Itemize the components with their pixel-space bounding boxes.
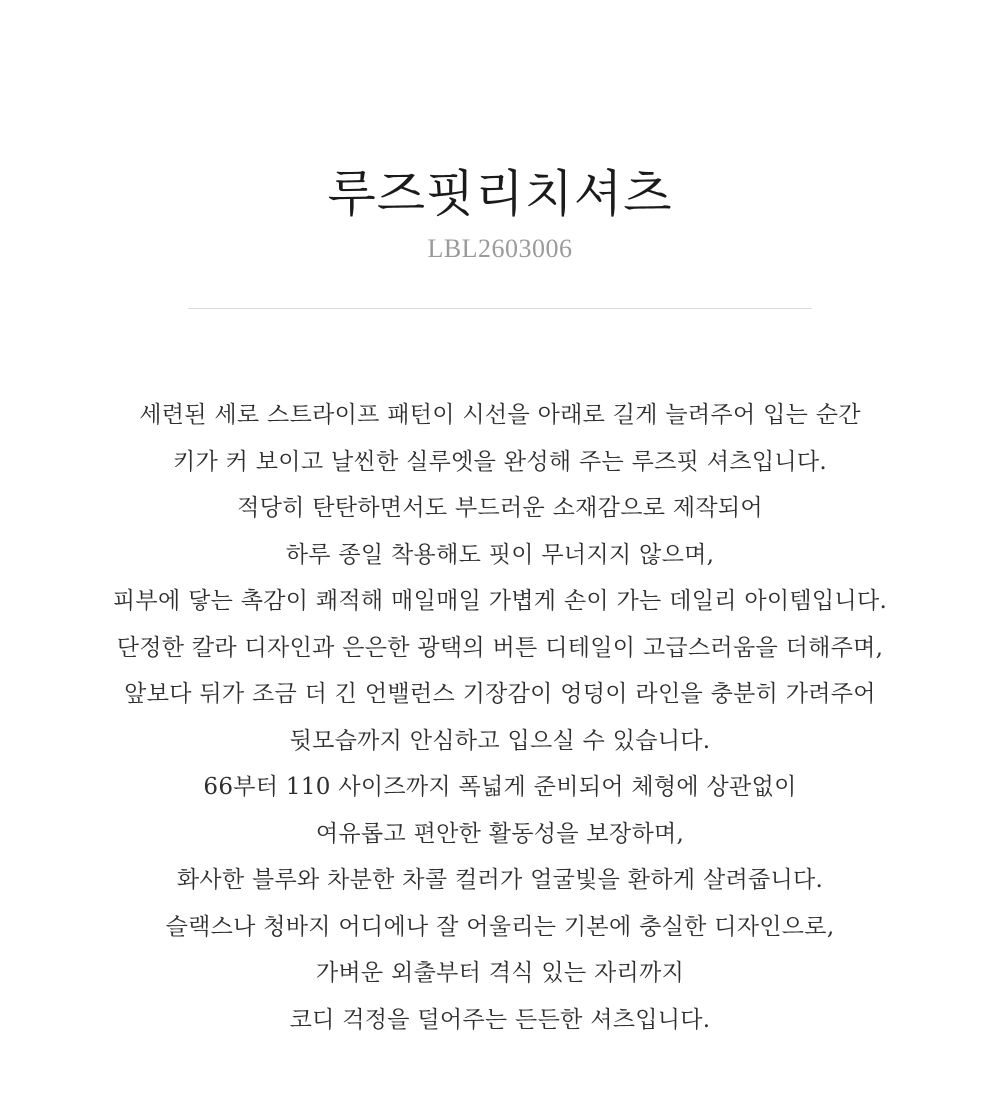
description-line: 뒷모습까지 안심하고 입으실 수 있습니다.	[289, 727, 711, 754]
product-code: LBL2603006	[427, 234, 573, 263]
description-line: 적당히 탄탄하면서도 부드러운 소재감으로 제작되어	[237, 495, 763, 521]
description-line: 66부터 110 사이즈까지 폭넓게 준비되어 체형에 상관없이	[203, 774, 797, 800]
description-line: 키가 커 보이고 날씬한 실루엣을 완성해 주는 루즈핏 셔츠입니다.	[173, 448, 827, 475]
product-description	[0, 392, 1000, 1043]
product-title: 루즈핏리치셔츠	[327, 165, 673, 223]
description-line: 세련된 세로 스트라이프 패턴이 시선을 아래로 길게 늘려주어 입는 순간	[139, 402, 861, 428]
description-line: 하루 종일 착용해도 핏이 무너지지 않으며,	[285, 541, 715, 568]
description-line: 가벼운 외출부터 격식 있는 자리까지	[315, 960, 685, 986]
description-line: 앞보다 뒤가 조금 더 긴 언밸런스 기장감이 엉덩이 라인을 충분히 가려주어	[124, 681, 876, 707]
description-line: 피부에 닿는 촉감이 쾌적해 매일매일 가볍게 손이 가는 데일리 아이템입니다.	[112, 588, 888, 614]
divider-line	[188, 308, 812, 309]
description-line: 슬랙스나 청바지 어디에나 잘 어울리는 기본에 충실한 디자인으로,	[165, 913, 835, 940]
description-line: 여유롭고 편안한 활동성을 보장하며,	[315, 820, 685, 847]
description-line: 코디 걱정을 덜어주는 든든한 셔츠입니다.	[289, 1006, 711, 1033]
description-line: 화사한 블루와 차분한 차콜 컬러가 얼굴빛을 환하게 살려줍니다.	[176, 867, 824, 893]
description-line: 단정한 칼라 디자인과 은은한 광택의 버튼 디테일이 고급스러움을 더해주며,	[116, 634, 884, 661]
